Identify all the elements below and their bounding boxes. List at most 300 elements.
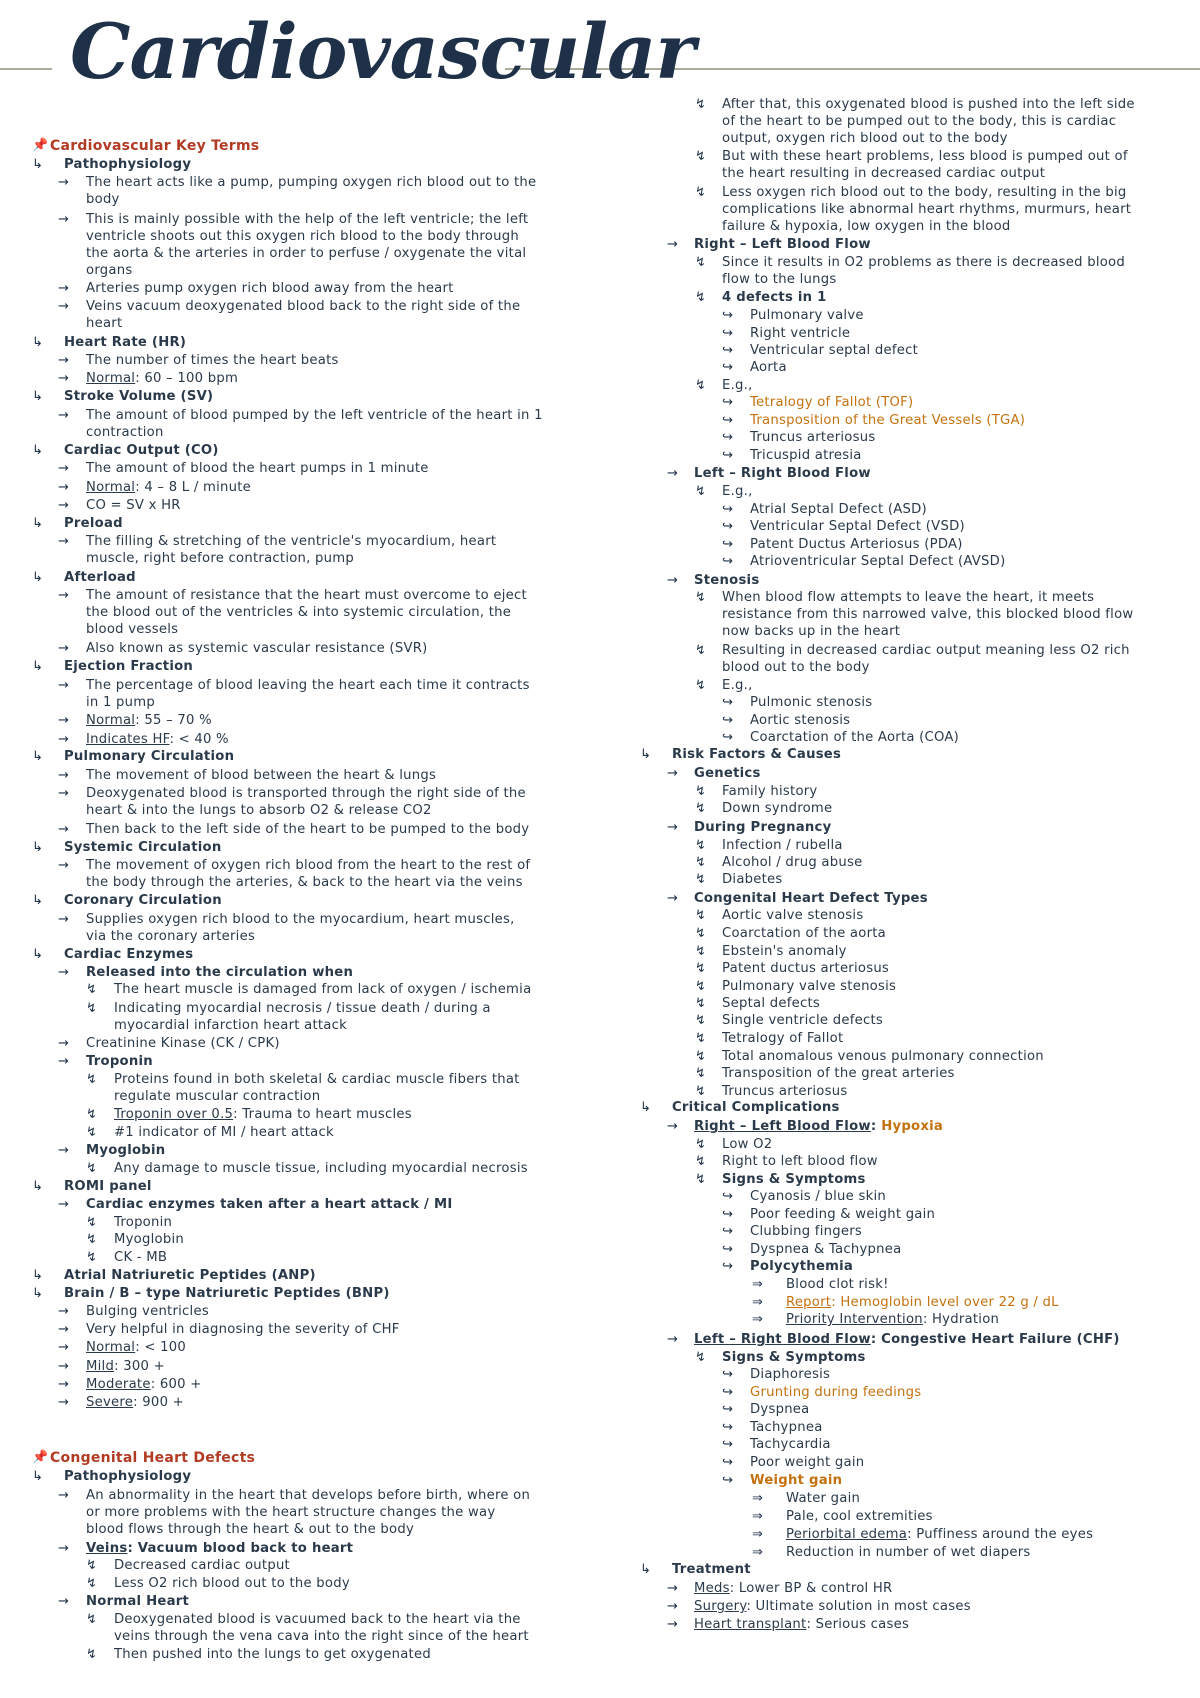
note-line	[114, 1611, 521, 1628]
line-text: Tetralogy of Fallot	[722, 1031, 844, 1046]
note-line	[86, 174, 536, 191]
note-line	[114, 1106, 412, 1123]
section-heading	[50, 138, 259, 155]
note-line	[114, 1017, 347, 1034]
down-right-arrow-icon: ↯	[695, 255, 706, 270]
note-line	[64, 1285, 390, 1302]
line-text: Down syndrome	[722, 801, 833, 816]
note-line	[750, 1454, 864, 1471]
note-line	[722, 589, 1094, 606]
note-line	[722, 659, 870, 676]
note-line	[722, 289, 827, 306]
line-text: The amount of blood the heart pumps in 1 minute	[86, 461, 429, 476]
curved-arrow-icon: ↪	[722, 519, 733, 534]
right-arrow-icon: →	[58, 822, 69, 837]
note-line	[64, 1178, 152, 1195]
note-line	[86, 731, 229, 748]
line-text: E.g.,	[722, 378, 753, 393]
line-text: Diabetes	[722, 872, 783, 887]
note-line	[750, 1188, 886, 1205]
curved-arrow-icon: ↪	[722, 1385, 733, 1400]
right-arrow-icon: →	[58, 1304, 69, 1319]
note-line	[86, 964, 353, 981]
line-text: This is mainly possible with the help of the left ventricle; the left	[86, 212, 529, 227]
curved-arrow-icon: ↪	[722, 502, 733, 517]
right-arrow-icon: →	[667, 1617, 678, 1632]
line-text: Aortic stenosis	[750, 713, 851, 728]
note-line	[86, 1504, 495, 1521]
note-line	[86, 1035, 280, 1052]
underlined-label: Periorbital edema	[786, 1527, 908, 1542]
down-right-arrow-icon: ↯	[86, 1215, 97, 1230]
note-line	[750, 1206, 935, 1223]
note-line	[694, 1118, 943, 1135]
note-line	[750, 1366, 830, 1383]
note-line	[86, 621, 178, 638]
right-arrow-icon: →	[58, 212, 69, 227]
down-right-arrow-icon: ↯	[695, 838, 706, 853]
note-line	[722, 96, 1135, 113]
right-arrow-icon: →	[667, 237, 678, 252]
note-line	[722, 113, 1116, 130]
down-right-arrow-icon: ↯	[695, 784, 706, 799]
underlined-label: Heart transplant	[694, 1617, 807, 1632]
note-line	[86, 1376, 202, 1393]
return-arrow-icon: ↳	[32, 389, 43, 404]
down-right-arrow-icon: ↯	[695, 1031, 706, 1046]
right-arrow-icon: →	[58, 480, 69, 495]
line-text: Arteries pump oxygen rich blood away from the heart	[86, 281, 454, 296]
line-text: :	[870, 1119, 882, 1134]
double-arrow-icon: ⇒	[752, 1277, 763, 1292]
note-line	[694, 1331, 1120, 1348]
underlined-label: Moderate	[86, 1377, 151, 1392]
note-line	[722, 184, 1127, 201]
note-line	[114, 1557, 290, 1574]
line-text: Atrioventricular Septal Defect (AVSD)	[750, 554, 1006, 569]
line-text: Pulmonic stenosis	[750, 695, 873, 710]
line-text: E.g.,	[722, 484, 753, 499]
return-arrow-icon: ↳	[32, 1469, 43, 1484]
line-text: ROMI panel	[64, 1179, 152, 1194]
note-line	[86, 1358, 165, 1375]
line-text: Supplies oxygen rich blood to the myocardium, heart muscles,	[86, 912, 515, 927]
line-text: Ventricular septal defect	[750, 343, 919, 358]
line-text: : 55 – 70 %	[135, 713, 212, 728]
note-line	[86, 1593, 189, 1610]
note-line	[64, 442, 219, 459]
note-line	[86, 460, 429, 477]
line-text: organs	[86, 263, 133, 278]
right-arrow-icon: →	[58, 299, 69, 314]
note-line	[86, 228, 519, 245]
note-line	[114, 1071, 520, 1088]
note-line	[722, 943, 847, 960]
note-line	[722, 907, 863, 924]
line-text: Patent ductus arteriosus	[722, 961, 890, 976]
right-arrow-icon: →	[667, 1119, 678, 1134]
note-line	[694, 1580, 892, 1597]
line-text: E.g.,	[722, 678, 753, 693]
line-text: Pulmonary Circulation	[64, 749, 235, 764]
line-text: Treatment	[672, 1562, 751, 1577]
line-text: : < 40 %	[169, 732, 229, 747]
note-line	[750, 1384, 921, 1401]
note-line	[64, 334, 186, 351]
line-text: Pathophysiology	[64, 157, 192, 172]
line-text: : Trauma to heart muscles	[233, 1107, 412, 1122]
line-text: : Congestive Heart Failure (CHF)	[870, 1332, 1120, 1347]
down-right-arrow-icon: ↯	[695, 678, 706, 693]
line-text: output, oxygen rich blood out to the body	[722, 131, 1008, 146]
right-arrow-icon: →	[667, 891, 678, 906]
line-text: heart & into the lungs to absorb O2 & release CO2	[86, 803, 432, 818]
line-text: Poor weight gain	[750, 1455, 865, 1470]
down-right-arrow-icon: ↯	[695, 908, 706, 923]
note-line	[750, 1436, 831, 1453]
note-line	[86, 1196, 453, 1213]
right-arrow-icon: →	[58, 965, 69, 980]
return-arrow-icon: ↳	[32, 1268, 43, 1283]
note-line	[86, 550, 354, 567]
line-text: Atrial Septal Defect (ASD)	[750, 502, 927, 517]
line-text: 4 defects in 1	[722, 290, 827, 305]
pushpin-icon: 📌	[32, 1450, 49, 1465]
note-line	[750, 501, 927, 518]
line-text: the body through the arteries, & back to the heart via the veins	[86, 875, 523, 890]
line-text: : 900 +	[133, 1395, 184, 1410]
note-line	[750, 342, 918, 359]
line-text: or more problems with the heart structure changes the way	[86, 1505, 496, 1520]
line-text: Normal Heart	[86, 1594, 190, 1609]
note-line	[86, 712, 212, 729]
note-line	[86, 370, 238, 387]
note-line	[114, 1628, 529, 1645]
note-line	[722, 854, 862, 871]
line-text: Dyspnea & Tachypnea	[750, 1242, 902, 1257]
line-text: Right ventricle	[750, 326, 851, 341]
note-line	[750, 694, 872, 711]
note-line	[114, 981, 531, 998]
note-line	[86, 1053, 153, 1070]
down-right-arrow-icon: ↯	[695, 378, 706, 393]
line-text: After that, this oxygenated blood is pushed into the left side	[722, 97, 1135, 112]
line-text: : 300 +	[114, 1359, 165, 1374]
note-line	[722, 271, 837, 288]
line-text: Deoxygenated blood is vacuumed back to the heart via the	[114, 1612, 521, 1627]
underlined-label: Normal	[86, 371, 136, 386]
line-text: The percentage of blood leaving the heart each time it contracts	[86, 678, 530, 693]
down-right-arrow-icon: ↯	[86, 1001, 97, 1016]
line-text: Truncus arteriosus	[722, 1084, 848, 1099]
line-text: Systemic Circulation	[64, 840, 222, 855]
right-arrow-icon: →	[58, 1322, 69, 1337]
down-right-arrow-icon: ↯	[695, 961, 706, 976]
line-text: : Hydration	[922, 1312, 1000, 1327]
line-text: Polycythemia	[750, 1259, 854, 1274]
down-right-arrow-icon: ↯	[695, 1350, 706, 1365]
note-line	[86, 1540, 353, 1557]
line-text: blood out to the body	[722, 660, 870, 675]
note-line	[694, 890, 928, 907]
curved-arrow-icon: ↪	[722, 695, 733, 710]
line-text: Less oxygen rich blood out to the body, resulting in the big	[722, 185, 1127, 200]
note-line	[722, 1136, 772, 1153]
right-arrow-icon: →	[58, 175, 69, 190]
line-text: Tachycardia	[750, 1437, 831, 1452]
note-line	[722, 871, 783, 888]
right-arrow-icon: →	[58, 1143, 69, 1158]
line-text: #1 indicator of MI / heart attack	[114, 1125, 334, 1140]
underlined-label: Report	[786, 1295, 832, 1310]
note-line	[722, 978, 896, 995]
line-text: Heart Rate (HR)	[64, 335, 187, 350]
note-line	[672, 1099, 840, 1116]
note-line	[86, 587, 527, 604]
note-line	[722, 148, 1128, 165]
note-line	[786, 1544, 1031, 1561]
line-text: CO = SV x HR	[86, 498, 181, 513]
note-line	[722, 677, 753, 694]
note-line	[86, 497, 181, 514]
line-text: : < 100	[135, 1340, 187, 1355]
curved-arrow-icon: ↪	[722, 395, 733, 410]
curved-arrow-icon: ↪	[722, 1242, 733, 1257]
line-text: The number of times the heart beats	[86, 353, 339, 368]
note-line	[694, 236, 871, 253]
down-right-arrow-icon: ↯	[86, 1647, 97, 1662]
note-line	[786, 1311, 999, 1328]
note-line	[86, 802, 432, 819]
line-text: Tetralogy of Fallot (TOF)	[750, 395, 914, 410]
underlined-label: Meds	[694, 1581, 730, 1596]
line-text: Indicating myocardial necrosis / tissue death / during a	[114, 1001, 491, 1016]
note-line	[786, 1508, 933, 1525]
double-arrow-icon: ⇒	[752, 1491, 763, 1506]
curved-arrow-icon: ↪	[722, 1455, 733, 1470]
note-line	[114, 1249, 167, 1266]
note-line	[694, 765, 761, 782]
note-line	[722, 201, 1131, 218]
line-text: muscle, right before contraction, pump	[86, 551, 354, 566]
note-line	[750, 1223, 862, 1240]
note-line	[750, 1401, 810, 1418]
down-right-arrow-icon: ↯	[695, 855, 706, 870]
line-text: Congenital Heart Defects	[50, 1450, 256, 1466]
line-text: Critical Complications	[672, 1100, 840, 1115]
line-text: Coarctation of the aorta	[722, 926, 887, 941]
line-text: contraction	[86, 425, 164, 440]
down-right-arrow-icon: ↯	[695, 1084, 706, 1099]
note-line	[114, 1088, 320, 1105]
note-line	[722, 1012, 883, 1029]
note-line	[722, 483, 753, 500]
note-line	[722, 1030, 843, 1047]
line-text: : Hemoglobin level over 22 g / dL	[831, 1295, 1059, 1310]
note-line	[750, 536, 963, 553]
down-right-arrow-icon: ↯	[86, 1250, 97, 1265]
line-text: : 60 – 100 bpm	[135, 371, 239, 386]
note-line	[694, 572, 759, 589]
line-text: Weight gain	[750, 1473, 843, 1488]
line-text: now backs up in the heart	[722, 624, 901, 639]
note-line	[64, 839, 221, 856]
note-line	[750, 553, 1005, 570]
down-right-arrow-icon: ↯	[695, 996, 706, 1011]
line-text: Cardiac Enzymes	[64, 947, 194, 962]
line-text: via the coronary arteries	[86, 929, 256, 944]
line-text: An abnormality in the heart that develops before birth, where on	[86, 1488, 531, 1503]
note-line	[86, 407, 543, 424]
line-text: Pathophysiology	[64, 1469, 192, 1484]
down-right-arrow-icon: ↯	[86, 1232, 97, 1247]
double-arrow-icon: ⇒	[752, 1312, 763, 1327]
note-line	[86, 533, 496, 550]
line-text: blood flows through the heart & out to the body	[86, 1522, 415, 1537]
right-arrow-icon: →	[58, 1377, 69, 1392]
note-line	[114, 1646, 431, 1663]
note-line	[64, 748, 234, 765]
down-right-arrow-icon: ↯	[86, 1612, 97, 1627]
return-arrow-icon: ↳	[32, 1286, 43, 1301]
right-arrow-icon: →	[58, 1197, 69, 1212]
line-text: The heart acts like a pump, pumping oxygen rich blood out to the	[86, 175, 537, 190]
note-line	[750, 1472, 842, 1489]
line-text: Signs & Symptoms	[722, 1172, 866, 1187]
return-arrow-icon: ↳	[32, 947, 43, 962]
line-text: Pulmonary valve	[750, 308, 864, 323]
down-right-arrow-icon: ↯	[695, 872, 706, 887]
right-arrow-icon: →	[667, 820, 678, 835]
line-text: : Vacuum blood back to heart	[127, 1541, 354, 1556]
line-text: The movement of blood between the heart & lungs	[86, 768, 437, 783]
line-text: Grunting during feedings	[750, 1385, 922, 1400]
down-right-arrow-icon: ↯	[695, 590, 706, 605]
line-text: Any damage to muscle tissue, including myocardial necrosis	[114, 1161, 528, 1176]
line-text: veins through the vena cava into the right since of the heart	[114, 1629, 529, 1644]
note-line	[86, 928, 255, 945]
note-line	[750, 447, 862, 464]
note-line	[114, 1214, 172, 1231]
right-arrow-icon: →	[58, 678, 69, 693]
line-text: blood vessels	[86, 622, 179, 637]
down-right-arrow-icon: ↯	[86, 1072, 97, 1087]
note-line	[722, 960, 889, 977]
right-arrow-icon: →	[58, 1488, 69, 1503]
note-line	[64, 892, 222, 909]
line-text: Diaphoresis	[750, 1367, 831, 1382]
note-line	[86, 857, 530, 874]
underlined-label: Normal	[86, 480, 136, 495]
right-arrow-icon: →	[58, 713, 69, 728]
line-text: : 600 +	[150, 1377, 202, 1392]
underlined-label: Normal	[86, 713, 136, 728]
return-arrow-icon: ↳	[32, 335, 43, 350]
down-right-arrow-icon: ↯	[86, 1576, 97, 1591]
down-right-arrow-icon: ↯	[695, 149, 706, 164]
line-text: Septal defects	[722, 996, 820, 1011]
curved-arrow-icon: ↪	[722, 1259, 733, 1274]
down-right-arrow-icon: ↯	[695, 1049, 706, 1064]
curved-arrow-icon: ↪	[722, 1189, 733, 1204]
highlight-text: Hypoxia	[881, 1119, 943, 1134]
note-line	[750, 1241, 901, 1258]
note-line	[722, 1065, 955, 1082]
line-text: Decreased cardiac output	[114, 1558, 290, 1573]
curved-arrow-icon: ↪	[722, 537, 733, 552]
line-text: of the heart to be pumped out to the body, this is cardiac	[722, 114, 1117, 129]
note-line	[722, 165, 1045, 182]
note-line	[750, 712, 850, 729]
line-text: the heart resulting in decreased cardiac output	[722, 166, 1046, 181]
note-line	[64, 1267, 316, 1284]
return-arrow-icon: ↳	[32, 1179, 43, 1194]
note-line	[750, 325, 850, 342]
curved-arrow-icon: ↪	[722, 1207, 733, 1222]
line-text: Transposition of the great arteries	[722, 1066, 955, 1081]
double-arrow-icon: ⇒	[752, 1527, 763, 1542]
line-text: Right to left blood flow	[722, 1154, 878, 1169]
note-line	[64, 946, 193, 963]
right-arrow-icon: →	[58, 1054, 69, 1069]
line-text: Myoglobin	[114, 1232, 184, 1247]
line-text: The heart muscle is damaged from lack of oxygen / ischemia	[114, 982, 532, 997]
line-text: Risk Factors & Causes	[672, 747, 842, 762]
note-line	[750, 359, 787, 376]
note-line	[86, 677, 530, 694]
return-arrow-icon: ↳	[32, 659, 43, 674]
note-line	[64, 569, 136, 586]
line-text: Blood clot risk!	[786, 1277, 889, 1292]
note-line	[86, 191, 120, 208]
right-arrow-icon: →	[667, 1332, 678, 1347]
return-arrow-icon: ↳	[32, 157, 43, 172]
line-text: Proteins found in both skeletal & cardiac muscle fibers that	[114, 1072, 520, 1087]
note-line	[114, 1231, 184, 1248]
line-text: When blood flow attempts to leave the heart, it meets	[722, 590, 1095, 605]
note-line	[750, 1258, 853, 1275]
line-text: Left – Right Blood Flow	[694, 466, 871, 481]
note-line	[786, 1526, 1093, 1543]
right-arrow-icon: →	[58, 768, 69, 783]
right-arrow-icon: →	[667, 1581, 678, 1596]
underlined-label: Troponin over 0.5	[114, 1107, 234, 1122]
line-text: Resulting in decreased cardiac output meaning less O2 rich	[722, 643, 1130, 658]
title-rule-left	[0, 68, 52, 70]
line-text: During Pregnancy	[694, 820, 832, 835]
down-right-arrow-icon: ↯	[695, 484, 706, 499]
curved-arrow-icon: ↪	[722, 308, 733, 323]
right-arrow-icon: →	[58, 641, 69, 656]
note-line	[114, 1160, 528, 1177]
line-text: Single ventricle defects	[722, 1013, 884, 1028]
line-text: Then pushed into the lungs to get oxygenated	[114, 1647, 431, 1662]
note-line	[694, 1616, 909, 1633]
curved-arrow-icon: ↪	[722, 1367, 733, 1382]
curved-arrow-icon: ↪	[722, 430, 733, 445]
underlined-label: Indicates HF	[86, 732, 170, 747]
line-text: Cardiovascular Key Terms	[50, 138, 260, 154]
note-line	[750, 1419, 823, 1436]
note-line	[86, 262, 132, 279]
line-text: Cardiac Output (CO)	[64, 443, 219, 458]
line-text: CK - MB	[114, 1250, 168, 1265]
note-line	[694, 819, 831, 836]
pushpin-icon: 📌	[32, 138, 49, 153]
return-arrow-icon: ↳	[640, 1562, 651, 1577]
line-text: Stenosis	[694, 573, 760, 588]
curved-arrow-icon: ↪	[722, 1224, 733, 1239]
